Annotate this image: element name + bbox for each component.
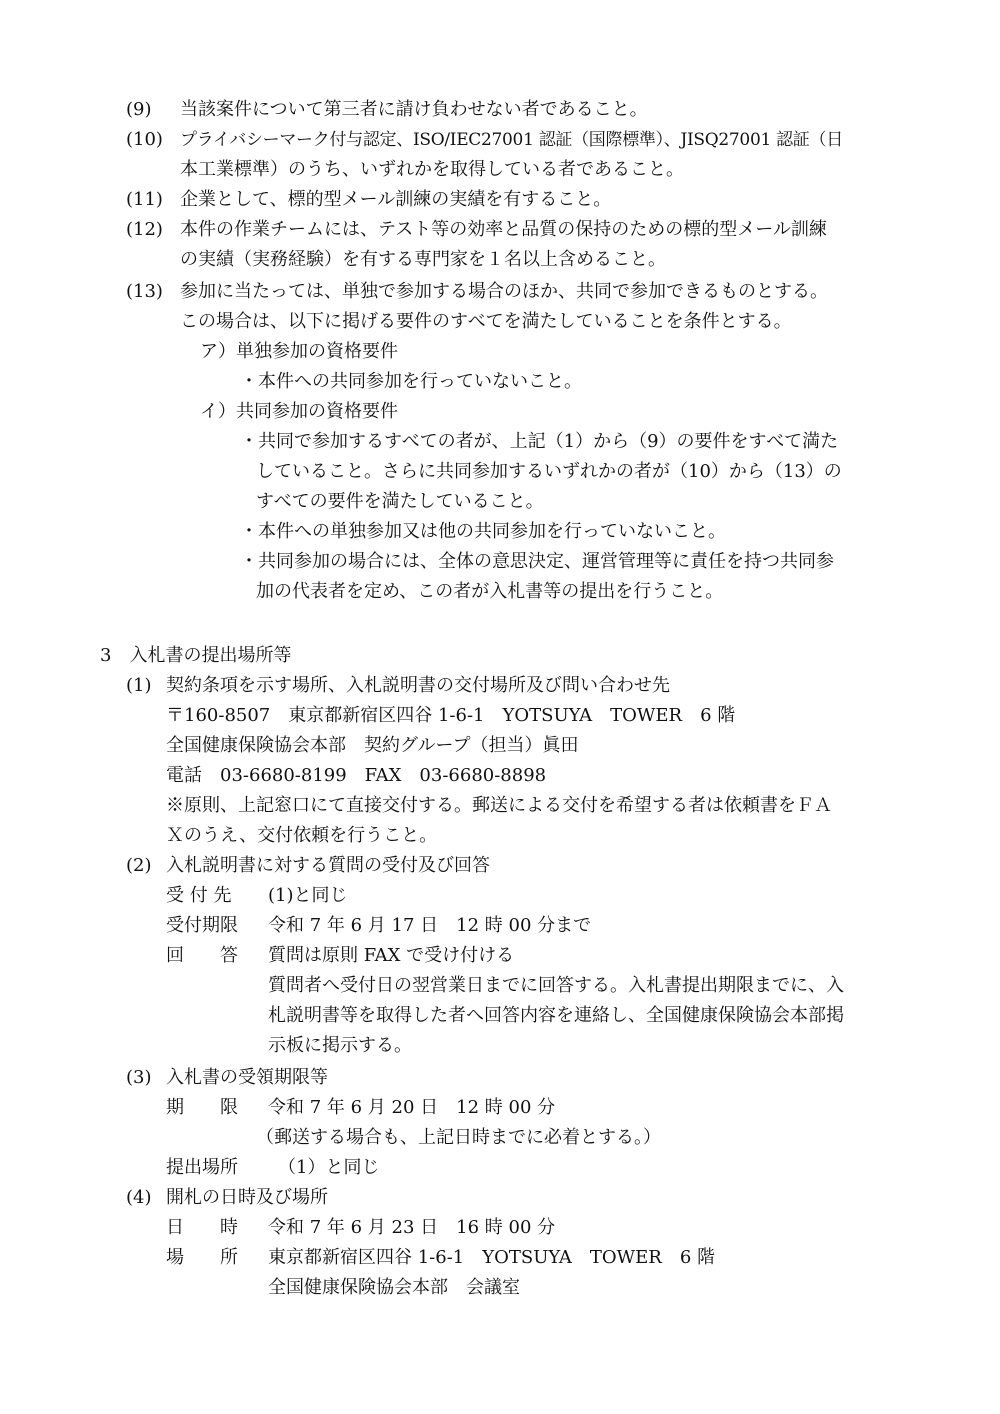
submission-place-value: （1）と同じ — [278, 1157, 380, 1178]
answer-line-3: 札説明書等を取得した者へ回答内容を連絡し、全国健康保険協会本部掲 — [268, 1005, 844, 1026]
submission-deadline-note: （郵送する場合も、上記日時までに必着とする。） — [256, 1127, 661, 1148]
s3-item-1-title: 契約条項を示す場所、入札説明書の交付場所及び問い合わせ先 — [166, 675, 670, 696]
joint-bullet-2: ・本件への単独参加又は他の共同参加を行っていないこと。 — [240, 521, 726, 542]
item-10-line-1: プライバシーマーク付与認定、ISO/IEC27001 認証（国際標準）、JISQ27001 認証（日 — [180, 130, 843, 150]
item-11-text: 企業として、標的型メール訓練の実績を有すること。 — [180, 189, 612, 210]
s3-item-4-title: 開札の日時及び場所 — [166, 1187, 328, 1208]
s3-item-number-4: (4) — [126, 1187, 152, 1208]
opening-place-room: 全国健康保険協会本部 会議室 — [268, 1277, 520, 1298]
joint-participation-heading: イ）共同参加の資格要件 — [200, 401, 398, 422]
contact-phone-fax: 電話 03-6680-8199 FAX 03-6680-8898 — [166, 765, 547, 786]
item-12-line-2: の実績（実務経験）を有する専門家を１名以上含めること。 — [180, 249, 666, 270]
opening-datetime-label: 日 時 — [166, 1217, 238, 1238]
item-13-line-2: この場合は、以下に掲げる要件のすべてを満たしていることを条件とする。 — [180, 311, 792, 332]
answer-label: 回 答 — [166, 945, 238, 966]
item-12-line-1: 本件の作業チームには、テスト等の効率と品質の保持のための標的型メール訓練 — [180, 219, 827, 240]
s3-item-number-3: (3) — [126, 1067, 152, 1088]
joint-bullet-1-line-3: すべての要件を満たしていること。 — [256, 491, 544, 512]
single-participation-bullet: ・本件への共同参加を行っていないこと。 — [240, 371, 582, 392]
item-13-line-1: 参加に当たっては、単独で参加する場合のほか、共同で参加できるものとする。 — [180, 281, 828, 302]
item-9-text: 当該案件について第三者に請け負わせない者であること。 — [180, 99, 648, 120]
item-number-11: (11) — [126, 189, 163, 210]
contact-note-line-1: ※原則、上記窓口にて直接交付する。郵送による交付を希望する者は依頼書をＦＡ — [166, 795, 832, 816]
submission-place-label: 提出場所 — [166, 1157, 238, 1178]
s3-item-number-2: (2) — [126, 855, 152, 876]
item-number-10: (10) — [126, 129, 163, 150]
question-recipient-value: (1)と同じ — [268, 885, 348, 906]
item-number-12: (12) — [126, 219, 163, 240]
question-deadline-label: 受付期限 — [166, 915, 238, 936]
joint-bullet-3-line-1: ・共同参加の場合には、全体の意思決定、運営管理等に責任を持つ共同参 — [240, 551, 834, 572]
opening-place-label: 場 所 — [166, 1247, 238, 1268]
contact-note-line-2: Ｘのうえ、交付依頼を行うこと。 — [166, 825, 438, 846]
item-10-line-2: 本工業標準）のうち、いずれかを取得している者であること。 — [180, 159, 684, 180]
joint-bullet-1-line-1: ・共同で参加するすべての者が、上記（1）から（9）の要件をすべて満た — [240, 431, 839, 452]
joint-bullet-3-line-2: 加の代表者を定め、この者が入札書等の提出を行うこと。 — [256, 581, 724, 602]
submission-deadline-label: 期 限 — [166, 1097, 238, 1118]
item-number-9: (9) — [126, 99, 152, 120]
submission-deadline-value: 令和 7 年 6 月 20 日 12 時 00 分 — [268, 1097, 556, 1118]
single-participation-heading: ア）単独参加の資格要件 — [200, 341, 398, 362]
joint-bullet-1-line-2: していること。さらに共同参加するいずれかの者が（10）から（13）の — [256, 461, 842, 482]
opening-place-value: 東京都新宿区四谷 1-6-1 YOTSUYA TOWER 6 階 — [268, 1247, 716, 1268]
question-recipient-label: 受 付 先 — [166, 885, 232, 906]
s3-item-3-title: 入札書の受領期限等 — [166, 1067, 328, 1088]
contact-address: 〒160-8507 東京都新宿区四谷 1-6-1 YOTSUYA TOWER 6 階 — [166, 705, 736, 726]
opening-datetime-value: 令和 7 年 6 月 23 日 16 時 00 分 — [268, 1217, 556, 1238]
question-deadline-value: 令和 7 年 6 月 17 日 12 時 00 分まで — [268, 915, 592, 936]
section-3-heading: 3 入札書の提出場所等 — [100, 645, 292, 666]
s3-item-2-title: 入札説明書に対する質問の受付及び回答 — [166, 855, 490, 876]
answer-line-1: 質問は原則 FAX で受け付ける — [268, 945, 515, 966]
answer-line-2: 質問者へ受付日の翌営業日までに回答する。入札書提出期限までに、入 — [268, 975, 844, 996]
s3-item-number-1: (1) — [126, 675, 152, 696]
item-number-13: (13) — [126, 281, 163, 302]
answer-line-4: 示板に掲示する。 — [268, 1035, 412, 1056]
contact-organization: 全国健康保険協会本部 契約グループ（担当）眞田 — [166, 735, 579, 756]
